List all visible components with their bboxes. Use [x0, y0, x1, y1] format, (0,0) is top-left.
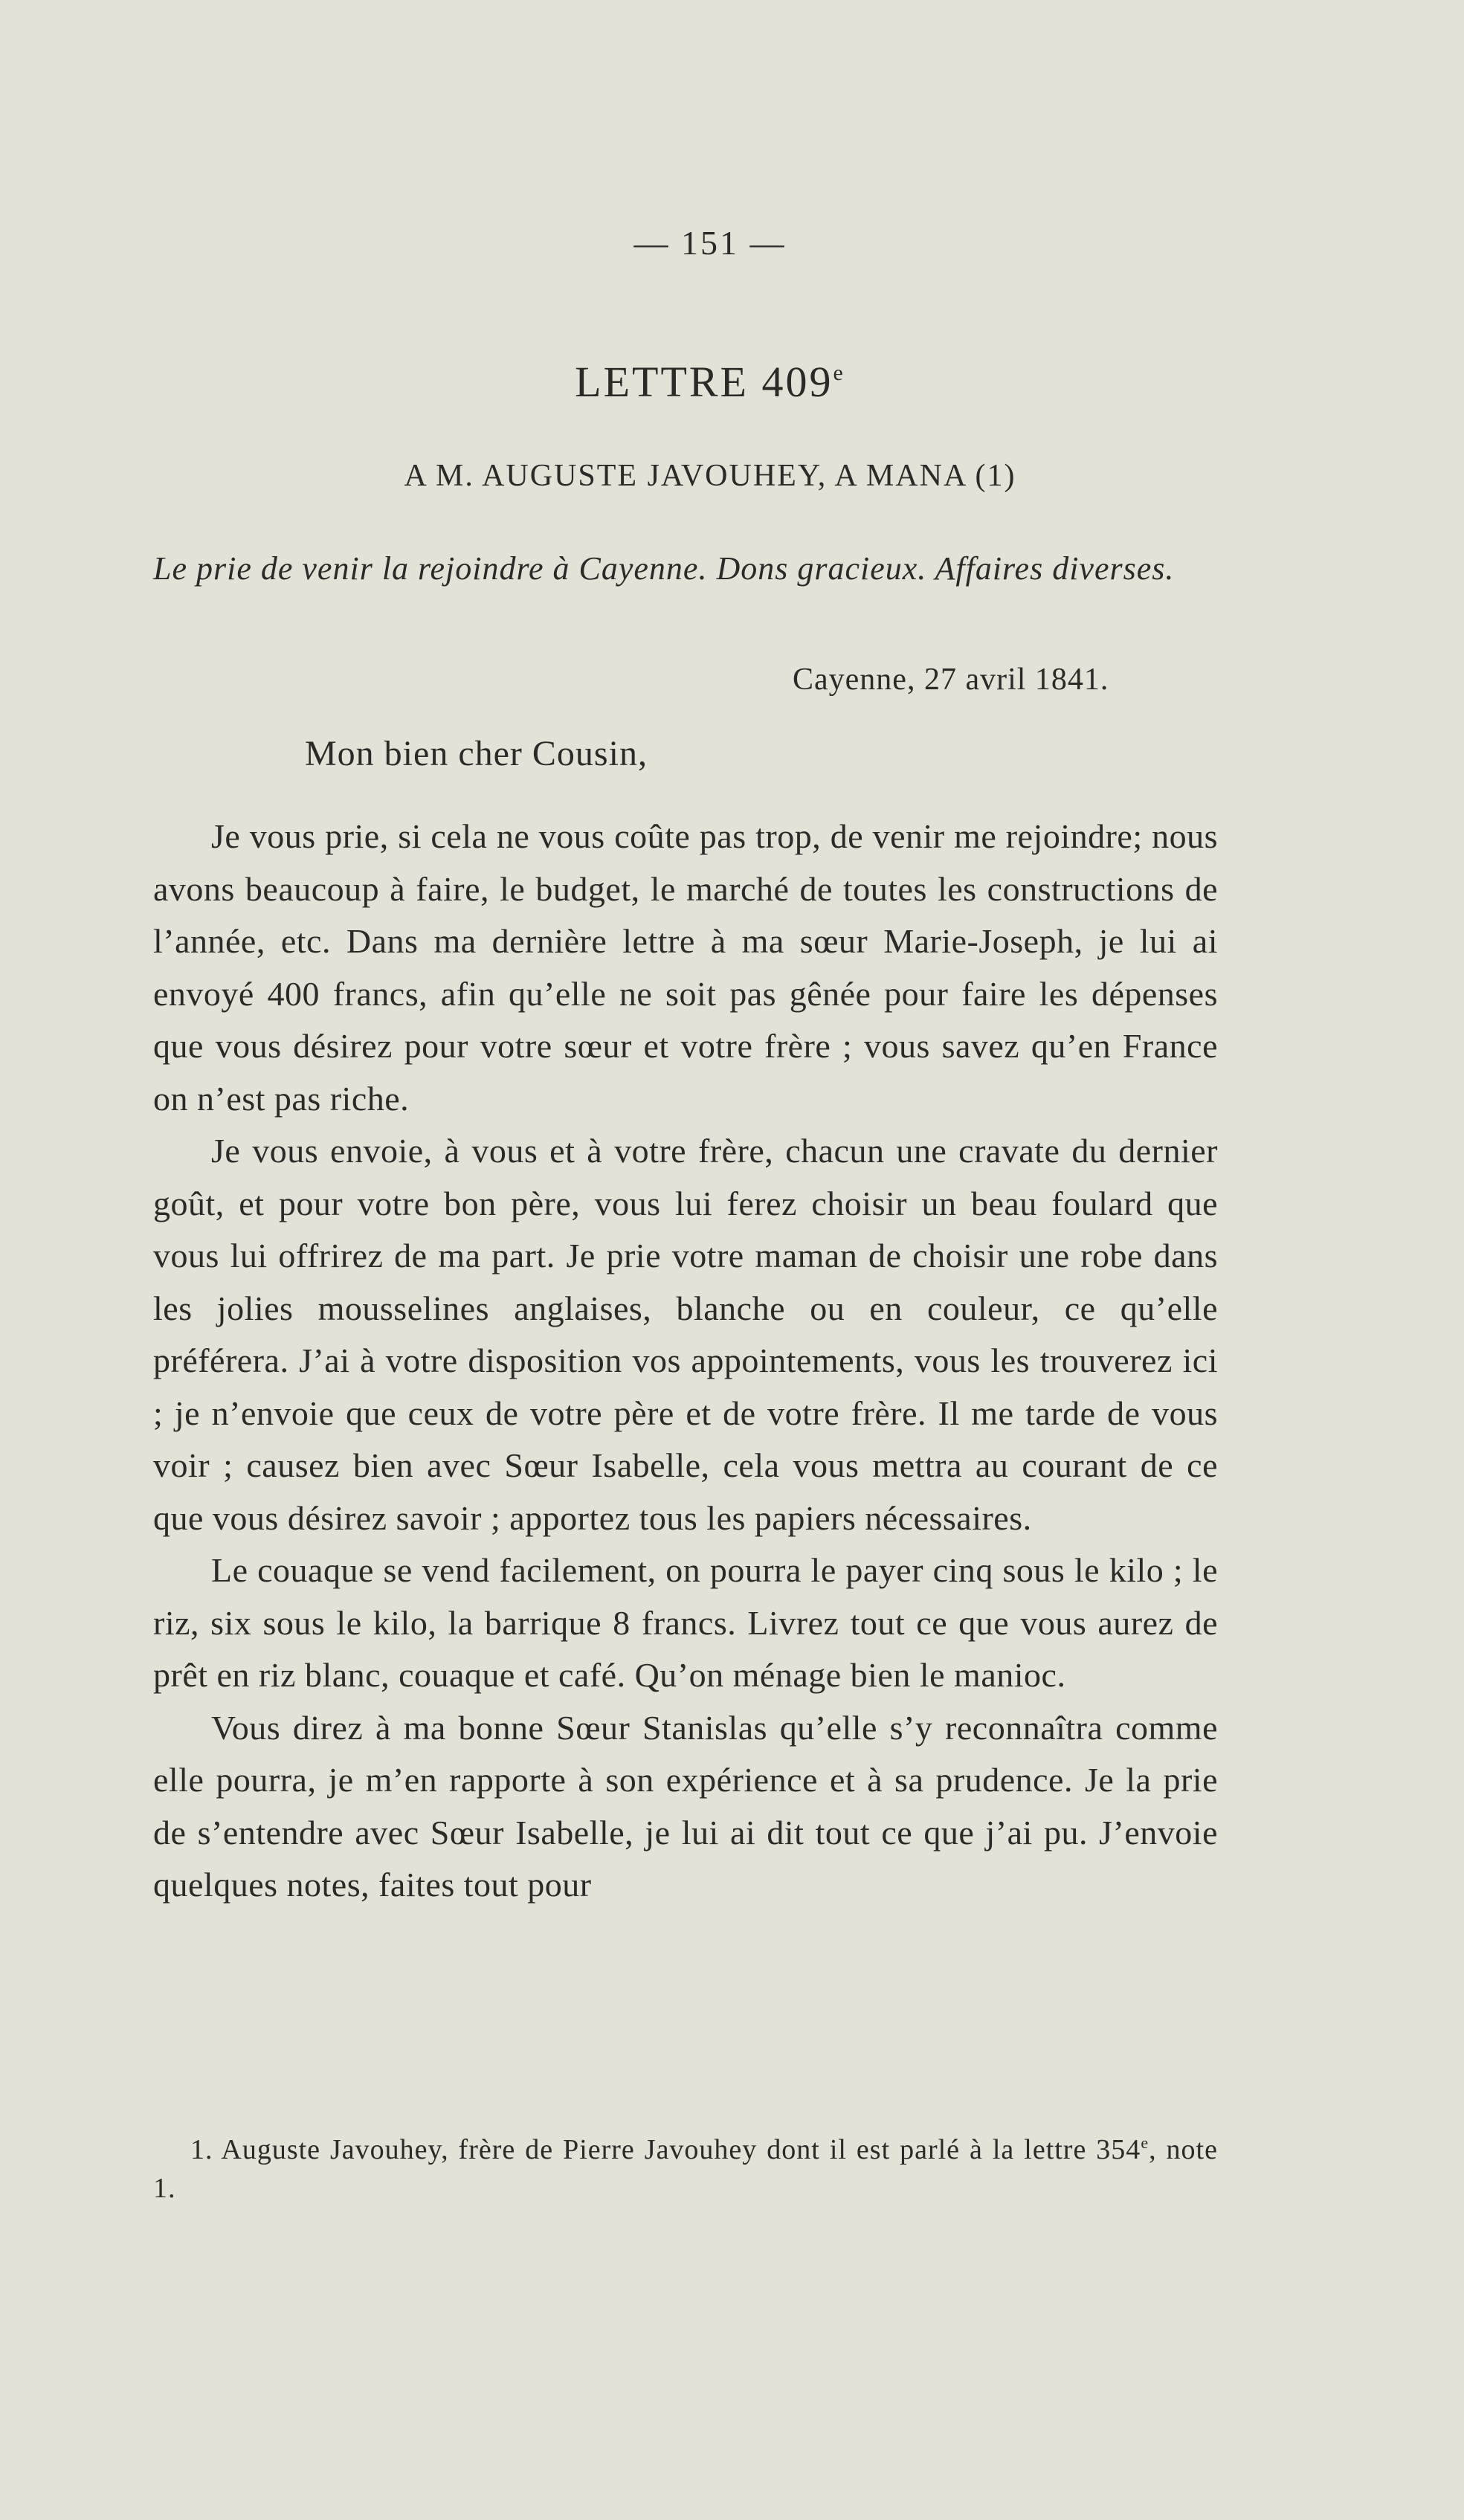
footnote-superscript: e	[1141, 2133, 1149, 2152]
footnote-text: 1. Auguste Javouhey, frère de Pierre Javouhey dont il est parlé à la lettre 354	[190, 2134, 1141, 2165]
body-paragraph: Je vous prie, si cela ne vous coûte pas trop, de venir me rejoindre; nous avons beaucoup à faire, le budget, le marché de toutes les constructions de l’année, etc. Dans ma dernière lettre à ma sœur Marie-Joseph, je lui ai envoyé 400 francs, afin qu’elle ne soit pas gênée pour faire les dépenses que vous désirez pour votre sœur et votre frère ; vous savez qu’en France on n’est pas riche.	[153, 817, 1218, 1118]
footnote-text-end: , note 1.	[153, 2134, 1218, 2204]
salutation: Mon bien cher Cousin,	[305, 734, 648, 773]
letter-title-superscript: e	[833, 361, 845, 385]
letter-summary: Le prie de venir la rejoindre à Cayenne. Dons gracieux. Affaires diverses.	[153, 550, 1175, 587]
body-paragraph: Vous direz à ma bonne Sœur Stanislas qu’elle s’y reconnaîtra comme elle pourra, je m’en rapporte à son expérience et à sa prudence. Je la prie de s’entendre avec Sœur Isabelle, je lui ai dit tout ce que j’ai pu. J’envoie quelques notes, faites tout pour	[153, 1708, 1218, 1904]
dateline: Cayenne, 27 avril 1841.	[793, 663, 1109, 697]
letter-body	[153, 811, 1218, 1912]
recipient-heading: A M. AUGUSTE JAVOUHEY, A MANA (1)	[404, 459, 1016, 493]
footnote	[153, 2124, 1218, 2208]
letter-title	[0, 357, 1420, 407]
letter-title-text: LETTRE 409	[575, 358, 833, 406]
page-number: — 151 —	[633, 224, 787, 262]
body-paragraph: Je vous envoie, à vous et à votre frère, chacun une cravate du dernier goût, et pour votre bon père, vous lui ferez choisir un beau foulard que vous lui offrirez de ma part. Je prie votre maman de choisir une robe dans les jolies mousselines anglaises, blanche ou en couleur, ce qu’elle préférera. J’ai à votre disposition vos appointements, vous les trouverez ici ; je n’envoie que ceux de votre père et de votre frère. Il me tarde de vous voir ; causez bien avec Sœur Isabelle, cela vous mettra au courant de ce que vous désirez savoir ; apportez tous les papiers nécessaires.	[153, 1132, 1218, 1537]
body-paragraph: Le couaque se vend facilement, on pourra le payer cinq sous le kilo ; le riz, six sous le kilo, la barrique 8 francs. Livrez tout ce que vous aurez de prêt en riz blanc, couaque et café. Qu’on ménage bien le manioc.	[153, 1551, 1218, 1694]
